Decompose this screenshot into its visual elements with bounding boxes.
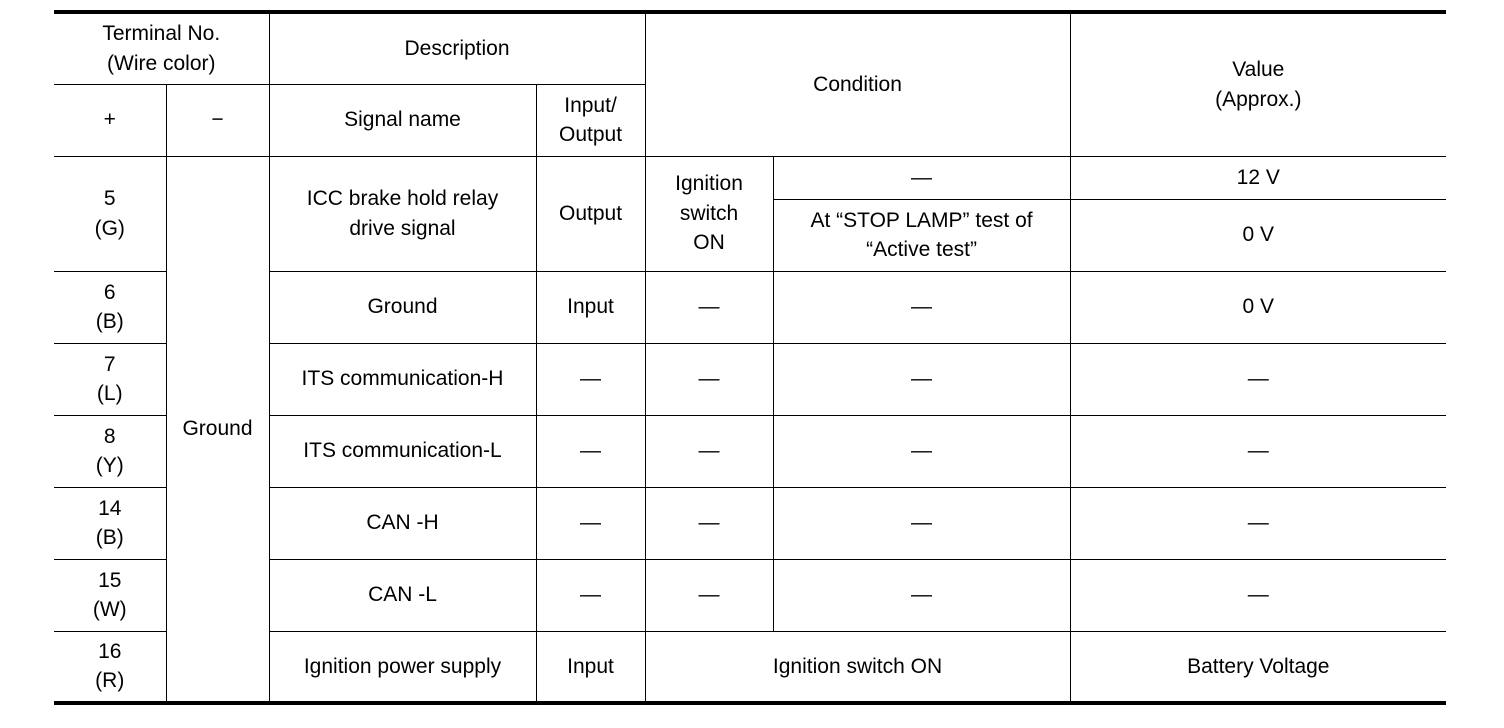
condition-main-cell: — — [645, 487, 773, 559]
terminal-cell: 8 (Y) — [54, 415, 166, 487]
header-terminal-no: Terminal No. (Wire color) — [54, 12, 269, 84]
header-signal-name: Signal name — [269, 84, 536, 156]
condition-sub-cell: — — [773, 271, 1070, 343]
terminal-cell: 14 (B) — [54, 487, 166, 559]
header-row-1 — [54, 12, 1446, 84]
header-plus: + — [54, 84, 166, 156]
condition-main-cell: — — [645, 559, 773, 631]
signal-name-cell: ITS communication-H — [269, 343, 536, 415]
value-cell: 0 V — [1070, 271, 1446, 343]
condition-sub-cell: — — [773, 487, 1070, 559]
signal-name-cell: ITS communication-L — [269, 415, 536, 487]
condition-sub-cell: — — [773, 343, 1070, 415]
condition-sub-cell: At “STOP LAMP” test of “Active test” — [773, 199, 1070, 271]
value-cell: — — [1070, 415, 1446, 487]
signal-name-cell: Ignition power supply — [269, 631, 536, 703]
terminal-spec-table — [54, 10, 1446, 705]
signal-name-cell: ICC brake hold relay drive signal — [269, 156, 536, 271]
ground-cell: Ground — [166, 156, 269, 703]
io-cell: — — [536, 559, 645, 631]
condition-main-cell: — — [645, 271, 773, 343]
io-cell: — — [536, 487, 645, 559]
header-minus: − — [166, 84, 269, 156]
value-cell: 12 V — [1070, 156, 1446, 199]
value-cell: 0 V — [1070, 199, 1446, 271]
io-cell: — — [536, 343, 645, 415]
value-cell: — — [1070, 559, 1446, 631]
condition-main-cell: — — [645, 343, 773, 415]
io-cell: Input — [536, 271, 645, 343]
terminal-cell: 16 (R) — [54, 631, 166, 703]
condition-main-cell: Ignition switch ON — [645, 156, 773, 271]
value-cell: — — [1070, 343, 1446, 415]
header-description: Description — [269, 12, 645, 84]
condition-sub-cell: — — [773, 559, 1070, 631]
value-cell: — — [1070, 487, 1446, 559]
signal-name-cell: CAN -H — [269, 487, 536, 559]
condition-sub-cell: — — [773, 156, 1070, 199]
terminal-cell: 6 (B) — [54, 271, 166, 343]
condition-main-cell: — — [645, 415, 773, 487]
terminal-cell: 5 (G) — [54, 156, 166, 271]
header-value: Value (Approx.) — [1070, 12, 1446, 156]
value-cell: Battery Voltage — [1070, 631, 1446, 703]
terminal-cell: 15 (W) — [54, 559, 166, 631]
signal-name-cell: CAN -L — [269, 559, 536, 631]
signal-name-cell: Ground — [269, 271, 536, 343]
terminal-cell: 7 (L) — [54, 343, 166, 415]
io-cell: — — [536, 415, 645, 487]
io-cell: Output — [536, 156, 645, 271]
io-cell: Input — [536, 631, 645, 703]
condition-sub-cell: — — [773, 415, 1070, 487]
header-condition: Condition — [645, 12, 1070, 156]
table-row — [54, 156, 1446, 199]
condition-cell: Ignition switch ON — [645, 631, 1070, 703]
header-input-output: Input/ Output — [536, 84, 645, 156]
